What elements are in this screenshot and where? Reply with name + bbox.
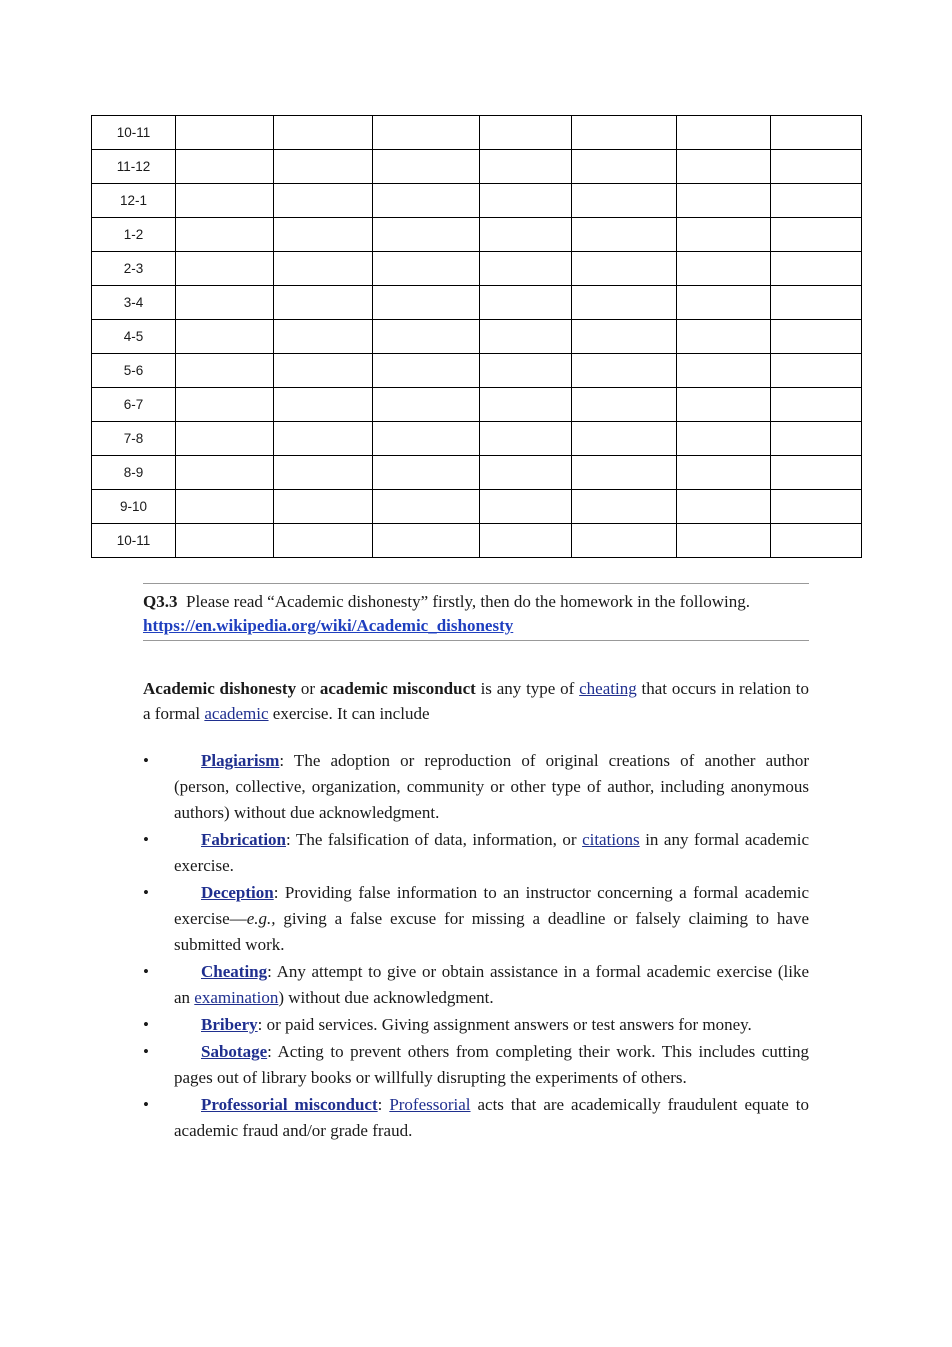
inline-link[interactable]: citations	[582, 830, 640, 849]
schedule-cell	[771, 354, 862, 388]
schedule-cell	[771, 252, 862, 286]
schedule-cell	[572, 422, 677, 456]
schedule-cell	[176, 320, 274, 354]
bullet-icon: •	[143, 830, 149, 849]
term-link[interactable]: Deception	[201, 883, 274, 902]
schedule-cell	[274, 150, 373, 184]
academic-link[interactable]: academic	[204, 704, 269, 723]
list-item	[143, 1039, 809, 1091]
table-row	[92, 524, 862, 558]
term-link[interactable]: Professorial misconduct	[201, 1095, 378, 1114]
schedule-cell	[373, 490, 480, 524]
schedule-cell	[771, 286, 862, 320]
schedule-cell	[373, 252, 480, 286]
schedule-cell	[677, 184, 771, 218]
term-academic-misconduct: academic misconduct	[319, 679, 476, 698]
schedule-cell	[572, 252, 677, 286]
schedule-cell	[771, 388, 862, 422]
schedule-cell	[274, 184, 373, 218]
time-slot-label: 4-5	[92, 320, 176, 354]
schedule-cell	[274, 524, 373, 558]
table-row	[92, 286, 862, 320]
schedule-cell	[373, 116, 480, 150]
schedule-cell	[572, 184, 677, 218]
schedule-cell	[480, 116, 572, 150]
bullet-icon: •	[143, 1015, 149, 1034]
inline-link[interactable]: examination	[194, 988, 279, 1007]
question-label: Q3.3	[143, 592, 178, 611]
schedule-cell	[274, 354, 373, 388]
schedule-cell	[373, 388, 480, 422]
table-row	[92, 150, 862, 184]
table-row	[92, 218, 862, 252]
description-text: giving a false excuse for missing a deadline or falsely claiming to have submitted work.	[174, 909, 809, 954]
term-link[interactable]: Plagiarism	[201, 751, 280, 770]
schedule-cell	[176, 422, 274, 456]
term-link[interactable]: Fabrication	[201, 830, 286, 849]
term-academic-dishonesty: Academic dishonesty	[143, 679, 297, 698]
schedule-cell	[771, 116, 862, 150]
schedule-cell	[373, 422, 480, 456]
schedule-cell	[677, 354, 771, 388]
schedule-cell	[677, 422, 771, 456]
schedule-cell	[572, 150, 677, 184]
schedule-cell	[480, 456, 572, 490]
table-row	[92, 252, 862, 286]
schedule-cell	[677, 218, 771, 252]
time-slot-label: 10-11	[92, 116, 176, 150]
schedule-cell	[572, 524, 677, 558]
schedule-cell	[771, 422, 862, 456]
schedule-cell	[480, 490, 572, 524]
table-row	[92, 422, 862, 456]
description-text: ) without due acknowledgment.	[278, 988, 494, 1007]
description-text: : The falsification of data, information, or	[286, 830, 583, 849]
schedule-cell	[274, 252, 373, 286]
list-item	[143, 748, 809, 826]
description-text: : Providing false information to an instructor concerning a formal academic exercise—	[174, 883, 809, 928]
misconduct-list	[143, 748, 809, 1145]
schedule-cell	[572, 116, 677, 150]
schedule-cell	[771, 218, 862, 252]
list-item	[143, 959, 809, 1011]
schedule-cell	[572, 320, 677, 354]
table-row	[92, 388, 862, 422]
schedule-cell	[274, 456, 373, 490]
schedule-cell	[572, 388, 677, 422]
schedule-cell	[176, 490, 274, 524]
schedule-cell	[480, 286, 572, 320]
table-row	[92, 184, 862, 218]
term-link[interactable]: Sabotage	[201, 1042, 268, 1061]
schedule-cell	[373, 286, 480, 320]
schedule-cell	[274, 218, 373, 252]
list-item	[143, 880, 809, 958]
schedule-cell	[176, 184, 274, 218]
schedule-cell	[480, 150, 572, 184]
description-text: acts that are academically fraudulent equate to academic fraud and/or grade fraud.	[174, 1095, 809, 1140]
schedule-cell	[677, 388, 771, 422]
schedule-cell	[677, 286, 771, 320]
description-text: : The adoption or reproduction of original creations of another author (person, collective, organization, community or other type of author, including anonymous authors) without due acknowledgment.	[174, 751, 809, 822]
table-row	[92, 116, 862, 150]
description-text: in any formal academic exercise.	[174, 830, 809, 875]
time-slot-label: 5-6	[92, 354, 176, 388]
description-text: : Any attempt to give or obtain assistance in a formal academic exercise (like an	[174, 962, 809, 1007]
description-text: : or paid services. Giving assignment answers or test answers for money.	[257, 1015, 752, 1034]
schedule-cell	[274, 286, 373, 320]
term-link[interactable]: Cheating	[201, 962, 268, 981]
schedule-cell	[176, 388, 274, 422]
schedule-cell	[677, 490, 771, 524]
table-row	[92, 456, 862, 490]
schedule-cell	[176, 354, 274, 388]
bullet-icon: •	[143, 1042, 149, 1061]
question-text	[143, 590, 809, 614]
schedule-cell	[771, 150, 862, 184]
list-item	[143, 1092, 809, 1144]
schedule-cell	[176, 286, 274, 320]
schedule-cell	[480, 184, 572, 218]
inline-link[interactable]: Professorial	[389, 1095, 471, 1114]
wikipedia-link[interactable]: https://en.wikipedia.org/wiki/Academic_dishonesty	[143, 616, 514, 635]
table-row	[92, 320, 862, 354]
schedule-cell	[373, 320, 480, 354]
schedule-cell	[176, 116, 274, 150]
question-body: Please read “Academic dishonesty” firstly, then do the homework in the following.	[185, 592, 750, 611]
schedule-cell	[572, 286, 677, 320]
schedule-cell	[176, 150, 274, 184]
time-slot-label: 12-1	[92, 184, 176, 218]
schedule-cell	[572, 456, 677, 490]
list-item	[143, 827, 809, 879]
schedule-cell	[373, 184, 480, 218]
schedule-cell	[677, 524, 771, 558]
schedule-cell	[373, 150, 480, 184]
question-block	[143, 583, 809, 641]
schedule-cell	[274, 116, 373, 150]
bullet-icon: •	[143, 1095, 149, 1114]
list-item	[143, 1012, 809, 1038]
schedule-cell	[373, 218, 480, 252]
schedule-cell	[771, 184, 862, 218]
time-slot-label: 6-7	[92, 388, 176, 422]
schedule-cell	[176, 524, 274, 558]
schedule-cell	[480, 388, 572, 422]
time-slot-label: 8-9	[92, 456, 176, 490]
schedule-cell	[274, 490, 373, 524]
schedule-table	[91, 115, 862, 558]
table-row	[92, 354, 862, 388]
schedule-cell	[677, 456, 771, 490]
italic-text: e.g.,	[246, 909, 276, 928]
schedule-cell	[176, 218, 274, 252]
schedule-cell	[373, 524, 480, 558]
schedule-cell	[480, 524, 572, 558]
schedule-cell	[771, 456, 862, 490]
schedule-cell	[274, 422, 373, 456]
schedule-cell	[677, 252, 771, 286]
time-slot-label: 2-3	[92, 252, 176, 286]
bullet-icon: •	[143, 883, 149, 902]
schedule-cell	[677, 116, 771, 150]
description-text: :	[377, 1095, 390, 1114]
schedule-cell	[771, 524, 862, 558]
time-slot-label: 1-2	[92, 218, 176, 252]
schedule-cell	[572, 218, 677, 252]
time-slot-label: 3-4	[92, 286, 176, 320]
schedule-cell	[572, 490, 677, 524]
time-slot-label: 9-10	[92, 490, 176, 524]
bullet-icon: •	[143, 962, 149, 981]
cheating-link[interactable]: cheating	[579, 679, 637, 698]
schedule-cell	[677, 150, 771, 184]
schedule-body	[92, 116, 862, 558]
time-slot-label: 11-12	[92, 150, 176, 184]
schedule-cell	[480, 252, 572, 286]
schedule-cell	[176, 252, 274, 286]
schedule-cell	[274, 320, 373, 354]
schedule-cell	[274, 388, 373, 422]
schedule-cell	[677, 320, 771, 354]
time-slot-label: 10-11	[92, 524, 176, 558]
schedule-cell	[176, 456, 274, 490]
schedule-cell	[480, 422, 572, 456]
schedule-cell	[480, 218, 572, 252]
table-row	[92, 490, 862, 524]
schedule-cell	[771, 320, 862, 354]
intro-paragraph: Academic dishonesty or academic misconduct is any type of cheating that occurs in relation to a formal academic exercise. It can include	[143, 679, 809, 723]
schedule-cell	[480, 320, 572, 354]
time-slot-label: 7-8	[92, 422, 176, 456]
schedule-cell	[480, 354, 572, 388]
schedule-cell	[373, 354, 480, 388]
bullet-icon: •	[143, 751, 149, 770]
schedule-cell	[572, 354, 677, 388]
term-link[interactable]: Bribery	[201, 1015, 258, 1034]
schedule-cell	[373, 456, 480, 490]
schedule-cell	[771, 490, 862, 524]
description-text: : Acting to prevent others from completing their work. This includes cutting pages out of library books or willfully disrupting the experiments of others.	[174, 1042, 809, 1087]
